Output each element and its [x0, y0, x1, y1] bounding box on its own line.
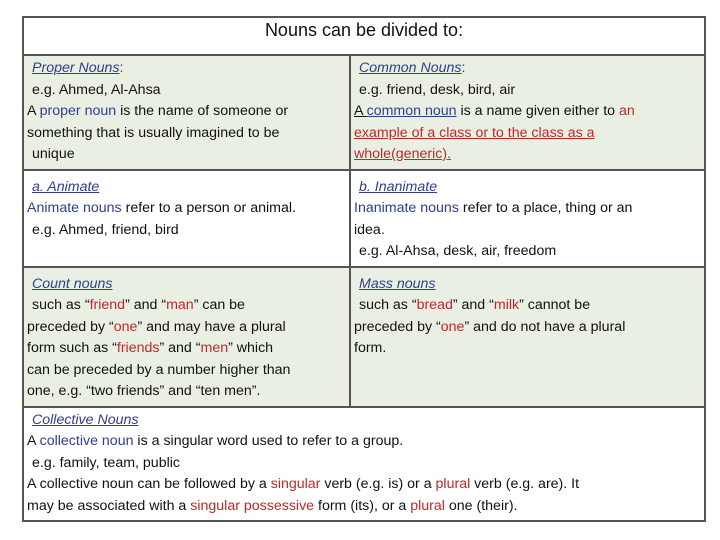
inanimate-heading: b. Inanimate: [359, 178, 438, 195]
inanimate-example: e.g. Al-Ahsa, desk, air, freedom: [359, 243, 557, 259]
count-line-5: one, e.g. “two friends” and “ten men”.: [27, 383, 261, 399]
count-line-1: such as “friend” and “man” can be: [32, 297, 245, 313]
common-nouns-cell: [350, 55, 705, 170]
proper-nouns-cell: [23, 55, 350, 170]
collective-line-1: A collective noun is a singular word used to refer to a group.: [27, 433, 404, 449]
mass-nouns-cell: [350, 267, 705, 407]
collective-line-4: may be associated with a singular possessive form (its), or a plural one (their).: [27, 497, 518, 514]
count-mass-row: [23, 267, 705, 407]
table-title: Nouns can be divided to:: [23, 17, 705, 55]
inanimate-cell: [350, 170, 705, 267]
count-nouns-heading: Count nouns: [32, 275, 113, 292]
proper-definition: A proper noun is the name of someone or: [27, 103, 289, 119]
inanimate-definition: Inanimate nouns refer to a place, thing or an: [354, 200, 633, 216]
common-definition: A common noun is a name given either to an: [354, 103, 635, 119]
proper-definition-line3: unique: [32, 146, 75, 162]
common-nouns-colon: :: [461, 60, 466, 76]
common-nouns-heading: Common Nouns: [359, 60, 462, 76]
mass-line-2: preceded by “one” and do not have a plural: [354, 318, 626, 335]
count-nouns-cell: [23, 267, 350, 407]
nouns-table: [22, 16, 706, 522]
common-definition-line2: example of a class or to the class as a: [354, 124, 595, 141]
proper-example: e.g. Ahmed, Al-Ahsa: [32, 81, 161, 98]
collective-line-3: A collective noun can be followed by a singular verb (e.g. is) or a plural verb (e.g. are). It: [27, 476, 580, 492]
animate-cell: [23, 170, 350, 267]
mass-nouns-heading: Mass nouns: [359, 275, 436, 292]
title-row: [23, 17, 705, 55]
animate-definition: Animate nouns refer to a person or animal.: [27, 200, 296, 216]
count-line-2: preceded by “one” and may have a plural: [27, 318, 286, 335]
count-line-3: form such as “friends” and “men” which: [27, 340, 274, 356]
collective-nouns-heading: Collective Nouns: [32, 411, 139, 428]
common-example: e.g. friend, desk, bird, air: [359, 81, 516, 98]
collective-line-2: e.g. family, team, public: [32, 454, 180, 471]
inanimate-definition-line2: idea.: [354, 221, 385, 238]
mass-line-3: form.: [354, 340, 387, 356]
proper-nouns-colon: :: [119, 60, 124, 76]
count-line-4: can be preceded by a number higher than: [27, 361, 291, 378]
common-definition-line3: whole(generic).: [354, 146, 451, 162]
proper-common-row: [23, 55, 705, 170]
animate-example: e.g. Ahmed, friend, bird: [32, 221, 179, 238]
animate-heading: a. Animate: [32, 178, 100, 195]
animate-row: [23, 170, 705, 267]
proper-definition-line2: something that is usually imagined to be: [27, 124, 280, 141]
mass-line-1: such as “bread” and “milk” cannot be: [359, 297, 591, 313]
collective-nouns-cell: [23, 407, 705, 522]
proper-nouns-heading: Proper Nouns: [32, 60, 120, 76]
collective-row: [23, 407, 705, 522]
